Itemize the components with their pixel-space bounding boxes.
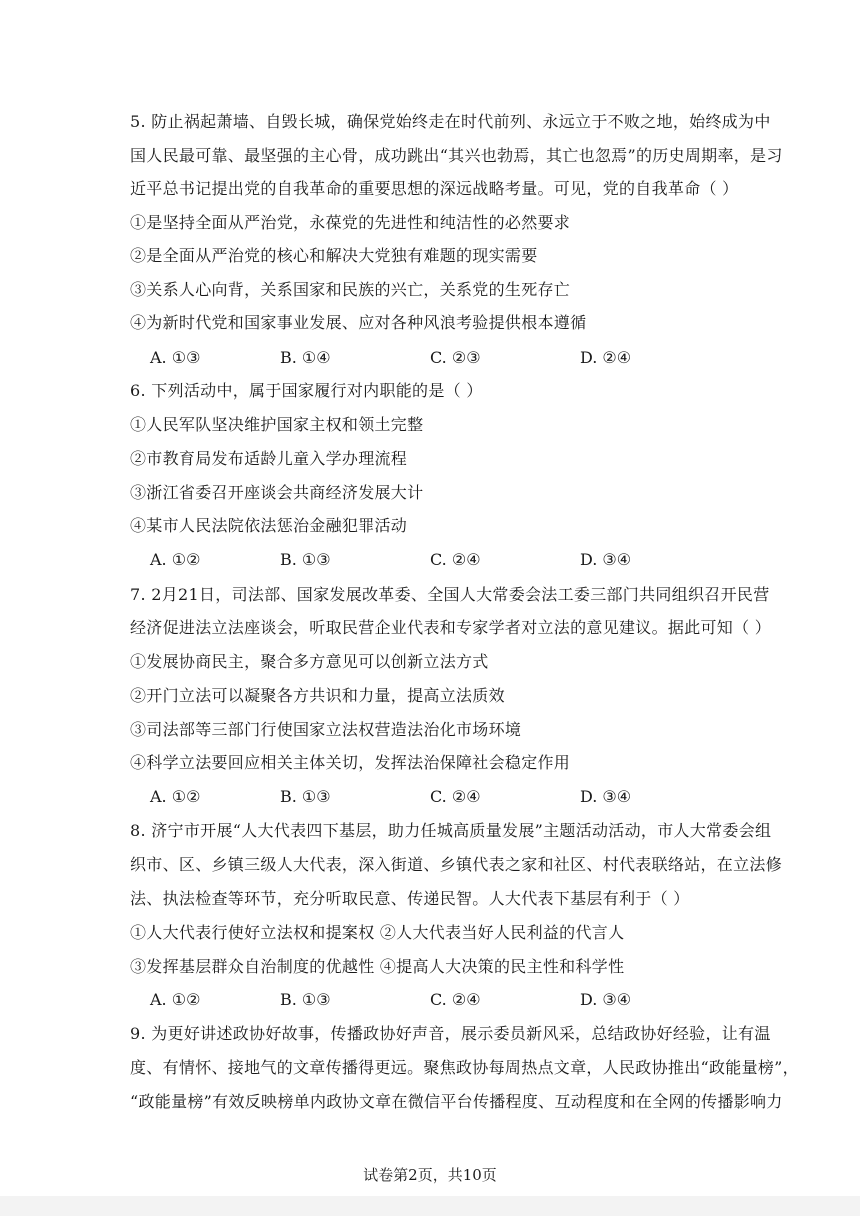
q5-item-3: ③关系人心向背，关系国家和民族的兴亡，关系党的生死存亡 xyxy=(130,280,571,299)
q7-stem-line-2: 经济促进法立法座谈会，听取民营企业代表和专家学者对立法的意见建议。据此可知（ ） xyxy=(130,618,772,637)
q7-item-1: ①发展协商民主，聚合多方意见可以创新立法方式 xyxy=(130,652,489,671)
q6-item-2: ②市教育局发布适龄儿童入学办理流程 xyxy=(130,449,408,468)
q8-stem-line-3: 法、执法检查等环节，充分听取民意、传递民智。人大代表下基层有利于（ ） xyxy=(130,889,690,908)
q8-option-d[interactable]: D. ③④ xyxy=(580,990,632,1009)
q5-stem-line-2: 国人民最可靠、最坚强的主心骨，成功跳出“其兴也勃焉，其亡也忽焉”的历史周期率，是习 xyxy=(130,146,783,165)
q6-option-a[interactable]: A. ①② xyxy=(150,550,201,569)
q7-item-3: ③司法部等三部门行使国家立法权营造法治化市场环境 xyxy=(130,720,522,739)
q8-item-row-1: ①人大代表行使好立法权和提案权 ②人大代表当好人民利益的代言人 xyxy=(130,923,625,942)
q5-stem-line-3: 近平总书记提出党的自我革命的重要思想的深远战略考量。可见，党的自我革命（ ） xyxy=(130,179,739,198)
q7-option-b[interactable]: B. ①③ xyxy=(280,787,331,806)
page-bottom-edge xyxy=(0,1196,860,1216)
q5-option-c[interactable]: C. ②③ xyxy=(430,348,481,367)
q9-stem-line-2: 度、有情怀、接地气的文章传播得更远。聚焦政协每周热点文章，人民政协推出“政能量榜”， xyxy=(130,1058,799,1077)
q8-option-c[interactable]: C. ②④ xyxy=(430,990,481,1009)
q8-option-b[interactable]: B. ①③ xyxy=(280,990,331,1009)
q5-item-1: ①是坚持全面从严治党，永葆党的先进性和纯洁性的必然要求 xyxy=(130,213,571,232)
q7-option-c[interactable]: C. ②④ xyxy=(430,787,481,806)
q9-stem-line-3: “政能量榜”有效反映榜单内政协文章在微信平台传播程度、互动程度和在全网的传播影响力 xyxy=(130,1092,783,1111)
q5-item-2: ②是全面从严治党的核心和解决大党独有难题的现实需要 xyxy=(130,246,538,265)
q6-options xyxy=(150,549,710,571)
q6-stem-line-1: 6. 下列活动中，属于国家履行对内职能的是（ ） xyxy=(130,381,483,400)
q7-option-d[interactable]: D. ③④ xyxy=(580,787,632,806)
q8-options xyxy=(150,989,710,1011)
q5-options xyxy=(150,347,710,369)
q5-item-4: ④为新时代党和国家事业发展、应对各种风浪考验提供根本遵循 xyxy=(130,313,587,332)
q7-option-a[interactable]: A. ①② xyxy=(150,787,201,806)
q6-item-1: ①人民军队坚决维护国家主权和领土完整 xyxy=(130,415,424,434)
q7-item-2: ②开门立法可以凝聚各方共识和力量，提高立法质效 xyxy=(130,686,505,705)
q6-option-d[interactable]: D. ③④ xyxy=(580,550,632,569)
q8-item-row-2: ③发挥基层群众自治制度的优越性 ④提高人大决策的民主性和科学性 xyxy=(130,957,625,976)
q7-item-4: ④科学立法要回应相关主体关切，发挥法治保障社会稳定作用 xyxy=(130,753,571,772)
q6-item-3: ③浙江省委召开座谈会共商经济发展大计 xyxy=(130,483,424,502)
q6-option-b[interactable]: B. ①③ xyxy=(280,550,331,569)
q8-option-a[interactable]: A. ①② xyxy=(150,990,201,1009)
q5-option-b[interactable]: B. ①④ xyxy=(280,348,331,367)
page-footer: 试卷第2页，共10页 xyxy=(363,1166,497,1184)
q5-stem-line-1: 5. 防止祸起萧墙、自毁长城，确保党始终走在时代前列、永远立于不败之地，始终成为中 xyxy=(130,112,771,131)
q8-stem-line-1: 8. 济宁市开展“人大代表四下基层，助力任城高质量发展”主题活动活动，市人大常委会组 xyxy=(130,821,772,840)
q6-option-c[interactable]: C. ②④ xyxy=(430,550,481,569)
q8-stem-line-2: 织市、区、乡镇三级人大代表，深入街道、乡镇代表之家和社区、村代表联络站，在立法修 xyxy=(130,855,783,874)
q7-stem-line-1: 7. 2月21日，司法部、国家发展改革委、全国人大常委会法工委三部门共同组织召开民营 xyxy=(130,585,770,604)
q7-options xyxy=(150,786,710,808)
q5-option-a[interactable]: A. ①③ xyxy=(150,348,201,367)
q5-option-d[interactable]: D. ②④ xyxy=(580,348,632,367)
q9-stem-line-1: 9. 为更好讲述政协好故事，传播政协好声音，展示委员新风采，总结政协好经验，让有温 xyxy=(130,1024,771,1043)
q6-item-4: ④某市人民法院依法惩治金融犯罪活动 xyxy=(130,516,408,535)
